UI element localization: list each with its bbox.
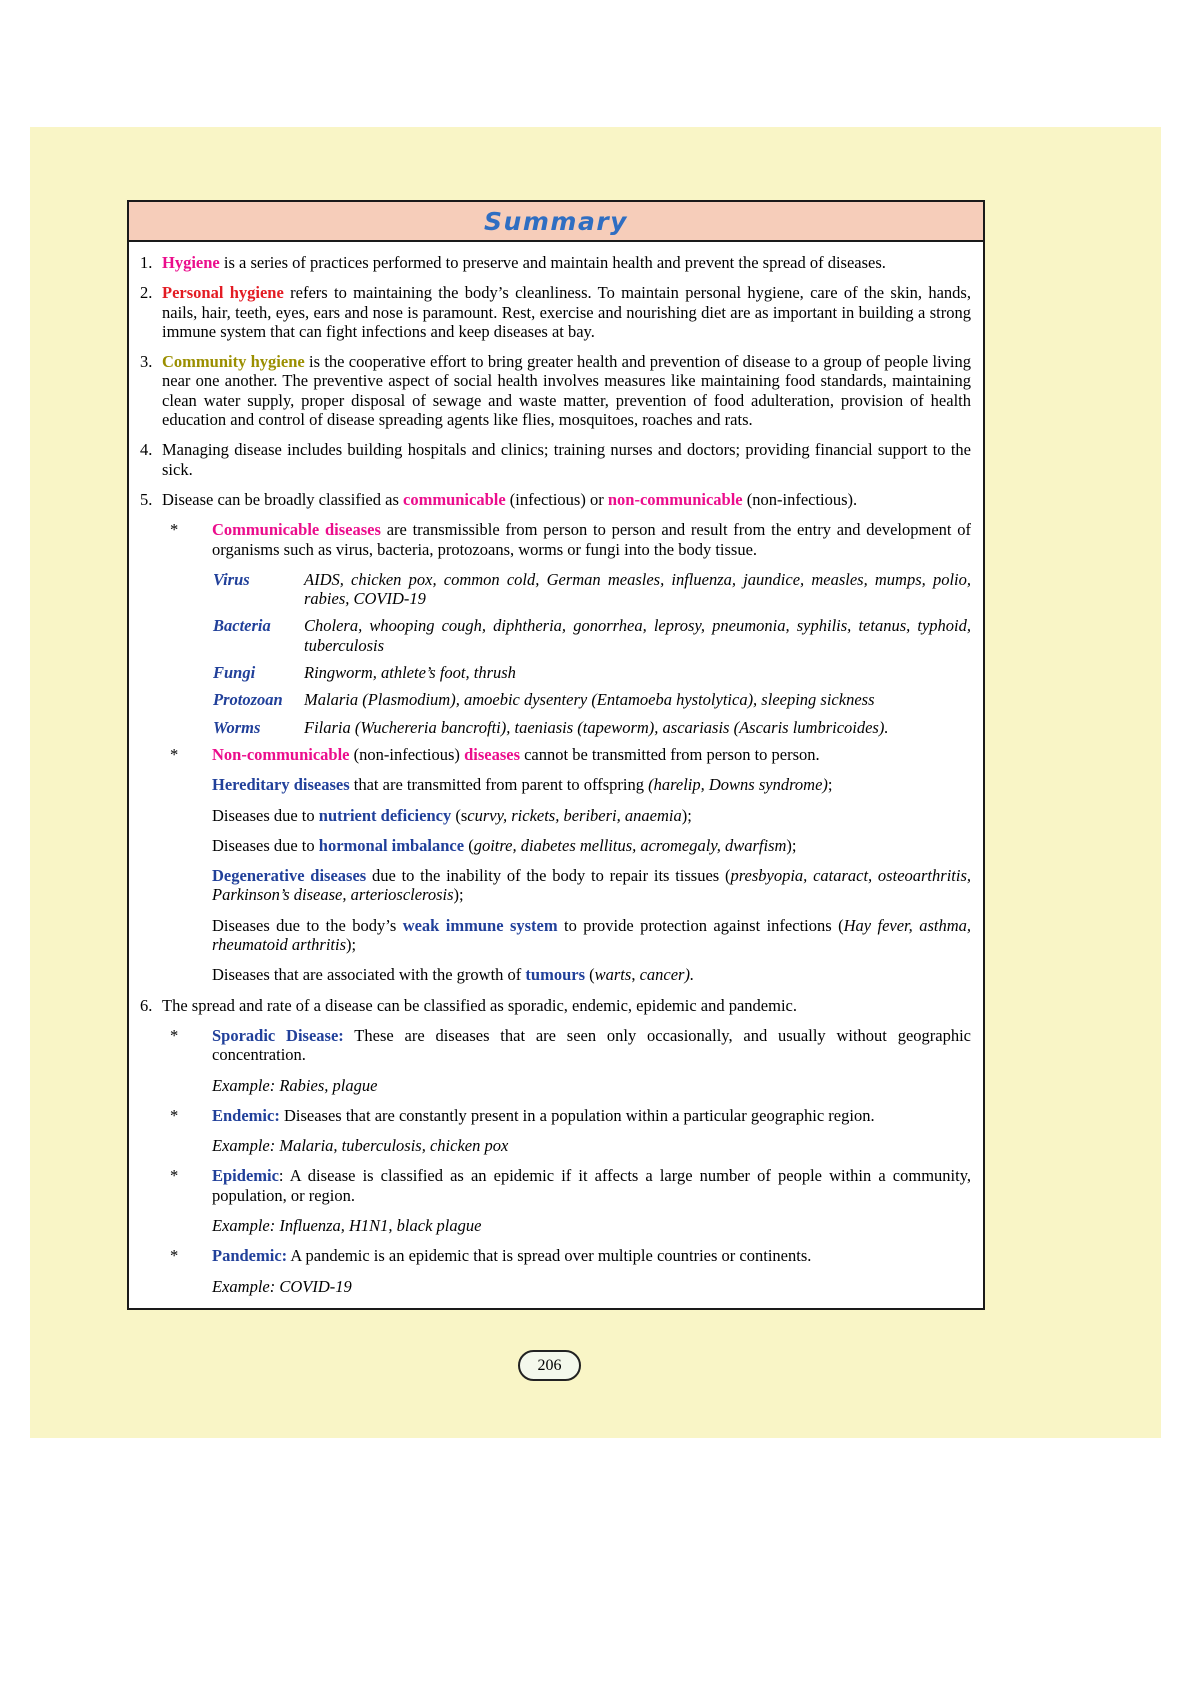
text-segment: cancer). [639, 965, 695, 985]
text-segment: The spread and rate of a disease can be classified as sporadic, endemic, epidemic and pandemic. [162, 995, 797, 1015]
text-segment: Diseases due to [212, 835, 319, 855]
disease-examples [304, 616, 971, 655]
item-text [162, 283, 971, 341]
subitem-text [212, 1246, 971, 1265]
item-number: 4. [140, 440, 153, 460]
item-text [162, 996, 971, 1015]
item-number: 1. [140, 253, 153, 272]
summary-item [129, 283, 971, 341]
text-segment: Degenerative diseases [212, 866, 367, 886]
summary-subitem [129, 745, 971, 764]
subitem-paragraph [129, 965, 971, 984]
text-segment: : A disease is classified as an epidemic if it affects a large number of people within a community, population, or region. [212, 1166, 971, 1205]
text-segment: Malaria (Plasmodium), amoebic dysentery (Entamoeba hystolytica), sleeping sickness [304, 690, 875, 710]
summary-subitem [129, 520, 971, 559]
text-segment: These are diseases that are seen only occasionally, and usually without geographic concentration. [212, 1025, 971, 1065]
text-segment: Diseases that are constantly present in a population within a particular geographic region. [279, 1105, 875, 1125]
text-segment: Example: Malaria, tuberculosis, chicken pox [212, 1136, 509, 1156]
text-segment: weak immune system [402, 915, 558, 935]
paragraph-text [212, 775, 971, 794]
disease-category-label: Bacteria [213, 616, 271, 636]
summary-box [127, 200, 985, 1310]
text-segment: nutrient deficiency [318, 805, 452, 825]
example-text [212, 1216, 971, 1235]
subitem-paragraph [129, 866, 971, 905]
paragraph-text [212, 965, 971, 984]
text-segment: ( [585, 965, 595, 985]
example-line [129, 1076, 971, 1095]
text-segment: ); [681, 805, 692, 825]
text-segment: tumours [525, 965, 585, 985]
text-segment: Non-communicable [212, 744, 350, 764]
text-segment: are transmissible from person to person and result from the entry and development of organisms such as virus, bacteria, protozoans, worms or fungi into the body tissue. [212, 520, 972, 559]
disease-category-label: Fungi [213, 663, 256, 683]
text-segment: ); [346, 935, 357, 955]
disease-examples [304, 718, 971, 737]
summary-subitem [129, 1106, 971, 1125]
text-segment: is a series of practices performed to preserve and maintain health and prevent the spread of diseases. [219, 253, 886, 272]
subitem-text [212, 520, 971, 559]
text-segment: ); [453, 885, 464, 905]
example-text [212, 1076, 971, 1095]
text-segment: (s [451, 805, 468, 825]
paragraph-text [212, 836, 971, 855]
summary-content [129, 242, 983, 1308]
summary-subitem [129, 1166, 971, 1205]
text-segment: communicable [403, 489, 506, 509]
text-segment: Community hygiene [162, 352, 305, 372]
text-segment: that are transmitted from parent to offspring [349, 775, 649, 795]
text-segment: Ringworm, athlete’s foot, thrush [304, 663, 516, 683]
text-segment: Example: COVID-19 [212, 1276, 352, 1296]
text-segment: diseases [464, 744, 520, 764]
summary-item [129, 490, 971, 509]
text-segment: is the cooperative effort to bring greater health and prevention of disease to a group of people living near one another. The preventive aspect of social health involves measures like maintaining food standards, maintaining clean water supply, proper disposal of sewage and waste matter, prevention of food adulteration, provision of health education and control of disease spreading agents like flies, mosquitoes, roaches and rats. [162, 352, 971, 430]
disease-table-row [129, 663, 971, 682]
disease-examples [304, 570, 971, 609]
page-number-badge [518, 1350, 581, 1381]
bullet-marker: * [170, 1105, 179, 1125]
example-line [129, 1136, 971, 1155]
bullet-marker: * [170, 1246, 179, 1266]
text-segment: ( [464, 835, 474, 855]
item-number: 2. [140, 283, 153, 303]
bullet-marker: * [170, 744, 179, 764]
text-segment: goitre, diabetes mellitus, acromegaly, dwarfism [473, 835, 787, 855]
text-segment: Cholera, whooping cough, diphtheria, gonorrhea, leprosy, pneumonia, syphilis, tetanus, typhoid, tuberculosis [304, 616, 971, 655]
text-segment: AIDS, chicken pox, common cold, German measles, influenza, jaundice, measles, mumps, polio, rabies, COVID-19 [304, 569, 971, 609]
text-segment: ); [786, 835, 797, 855]
text-segment: Hygiene [162, 253, 220, 272]
text-segment: , [631, 965, 640, 985]
subitem-text [212, 1026, 971, 1065]
page-number: 206 [537, 1356, 562, 1374]
text-segment: Managing disease includes building hospitals and clinics; training nurses and doctors; providing financial support to the sick. [162, 440, 971, 479]
item-text [162, 440, 971, 479]
paragraph-text [212, 806, 971, 825]
text-segment: (non-infectious). [742, 489, 858, 509]
bullet-marker: * [170, 1025, 179, 1045]
subitem-text [212, 1106, 971, 1125]
item-number: 6. [140, 995, 153, 1015]
text-segment: ; [827, 775, 833, 795]
disease-table-row [129, 690, 971, 709]
text-segment: Hereditary diseases [212, 775, 350, 795]
subitem-text [212, 745, 971, 764]
subitem-paragraph [129, 916, 971, 955]
paragraph-text [212, 916, 971, 955]
paragraph-text [212, 866, 971, 905]
text-segment: curvy, rickets, beriberi, anaemia [467, 805, 682, 825]
text-segment: Diseases due to [212, 805, 319, 825]
text-segment: refers to maintaining the body’s cleanliness. To maintain personal hygiene, care of the skin, hands, nails, hair, teeth, eyes, ears and nose is paramount. Rest, exercise and nourishing diet are as important in building a strong immune system that can fight infections and keep diseases at bay. [162, 283, 971, 341]
disease-table-row [129, 616, 971, 655]
text-segment: Disease can be broadly classified as [162, 489, 403, 509]
text-segment: Personal hygiene [162, 283, 284, 303]
disease-category-label: Protozoan [213, 690, 283, 710]
subitem-text [212, 1166, 971, 1205]
summary-item [129, 440, 971, 479]
text-segment: hormonal imbalance [318, 835, 465, 855]
summary-subitem [129, 1246, 971, 1265]
text-segment: warts [594, 965, 632, 985]
example-text [212, 1277, 971, 1296]
text-segment: Endemic: [212, 1105, 280, 1125]
text-segment: Hay fever, asthma, rheumatoid arthritis [212, 915, 971, 955]
example-line [129, 1216, 971, 1235]
item-text [162, 352, 971, 429]
subitem-paragraph [129, 836, 971, 855]
subitem-paragraph [129, 806, 971, 825]
item-number: 5. [140, 489, 153, 509]
disease-category-label: Virus [213, 569, 250, 589]
subitem-paragraph [129, 775, 971, 794]
text-segment: (infectious) or [505, 489, 608, 509]
summary-header [129, 202, 983, 242]
text-segment: due to the inability of the body to repair its tissues ( [366, 866, 731, 886]
disease-examples [304, 663, 971, 682]
text-segment: presbyopia, cataract, osteoarthritis, Parkinson’s disease, arteriosclerosis [212, 866, 971, 905]
text-segment: Example: Rabies, plague [212, 1075, 378, 1095]
summary-subitem [129, 1026, 971, 1065]
item-text [162, 490, 971, 509]
text-segment: (non-infectious) [349, 744, 465, 764]
text-segment: A pandemic is an epidemic that is spread over multiple countries or continents. [287, 1246, 812, 1266]
bullet-marker: * [170, 1166, 179, 1186]
text-segment: non-communicable [607, 489, 743, 509]
summary-item [129, 996, 971, 1015]
text-segment: Epidemic [212, 1166, 279, 1186]
item-text [162, 253, 971, 272]
text-segment: Diseases that are associated with the growth of [212, 965, 526, 985]
bullet-marker: * [170, 520, 179, 540]
item-number: 3. [140, 352, 153, 372]
text-segment: Communicable diseases [212, 520, 381, 540]
summary-item [129, 253, 971, 272]
disease-examples [304, 690, 971, 709]
text-segment: Filaria (Wuchereria bancrofti), taeniasis (tapeworm), ascariasis (Ascaris lumbricoides). [304, 717, 889, 737]
text-segment: Pandemic: [212, 1246, 288, 1266]
text-segment: to provide protection against infections ( [557, 915, 844, 935]
text-segment: Sporadic Disease: [212, 1025, 344, 1045]
disease-table-row [129, 570, 971, 609]
summary-title: Summary [484, 206, 628, 236]
text-segment: Diseases due to the body’s [212, 915, 403, 935]
text-segment: cannot be transmitted from person to person. [519, 744, 820, 764]
disease-table-row [129, 718, 971, 737]
example-line [129, 1277, 971, 1296]
disease-category-label: Worms [213, 717, 261, 737]
example-text [212, 1136, 971, 1155]
text-segment: Example: Influenza, H1N1, black plague [212, 1215, 482, 1235]
summary-item [129, 352, 971, 429]
text-segment: (harelip, Downs syndrome) [648, 775, 828, 795]
